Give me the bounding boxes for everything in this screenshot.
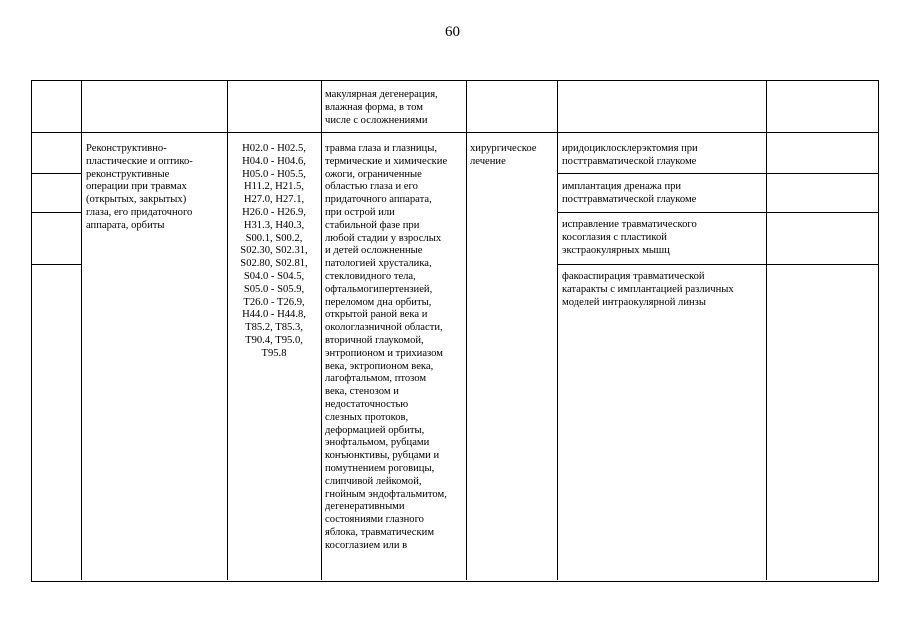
column-divider xyxy=(466,80,467,580)
method-1: иридоциклосклерэктомия при посттравматической глаукоме xyxy=(562,143,698,167)
method-4: факоаспирация травматической катаракты с имплантацией различных моделей интраокулярной линзы xyxy=(562,271,734,308)
column-divider xyxy=(766,80,767,580)
condition-description: травма глаза и глазницы, термические и химические ожоги, ограниченные областью глаза и его придаточного аппарата, при острой или стабильной фазе при любой стадии у взрослых и детей осложненные патологией хрусталика, стекловидного тела, офтальмогипертензией, переломом дна орбиты, открытой раной века и окологлазничной области, вторичной глаукомой, энтропионом и трихиазом века, эктропионом века, лагофтальмом, птозом века, стенозом и недостаточностью слезных протоков, деформацией орбиты, энофтальмом, рубцами конъюнктивы, рубцами и помутнением роговицы, слипчивой лейкомой, гнойным эндофтальмитом, дегенеративными состояниями глазного яблока, травматическим косоглазием или в xyxy=(325,143,448,551)
column-divider xyxy=(321,80,322,580)
subrow-divider xyxy=(31,212,81,213)
subrow-divider xyxy=(557,264,878,265)
subrow-divider xyxy=(31,264,81,265)
top-row-condition: макулярная дегенерация, влажная форма, в том числе с осложнениями xyxy=(325,89,438,126)
column-divider xyxy=(557,80,558,580)
column-divider xyxy=(227,80,228,580)
subrow-divider xyxy=(557,212,878,213)
row-divider xyxy=(31,132,878,133)
intervention-group-name: Реконструктивно- пластические и оптико- реконструктивные операции при травмах (открытых, закрытых) глаза, его придаточного аппарата, орбиты xyxy=(86,143,193,231)
subrow-divider xyxy=(31,173,81,174)
treatment-type: хирургическое лечение xyxy=(470,143,537,167)
column-divider xyxy=(81,80,82,580)
method-3: исправление травматического косоглазия с пластикой экстраокулярных мышц xyxy=(562,219,697,256)
subrow-divider xyxy=(557,173,878,174)
page-number: 60 xyxy=(445,24,460,40)
method-2: имплантация дренажа при посттравматической глаукоме xyxy=(562,181,697,205)
icd-codes: H02.0 - H02.5, H04.0 - H04.6, H05.0 - H05.5, H11.2, H21.5, H27.0, H27.1, H26.0 - H26.9, H31.3, H40.3, S00.1, S00.2, S02.30, S02.31, S02.80, S02.81, S04.0 - S04.5, S05.0 - S05.9, T26.0 - T26.9, H44.0 - H44.8, T85.2, T85.3, T90.4, T95.0, T95.8 xyxy=(240,143,308,359)
